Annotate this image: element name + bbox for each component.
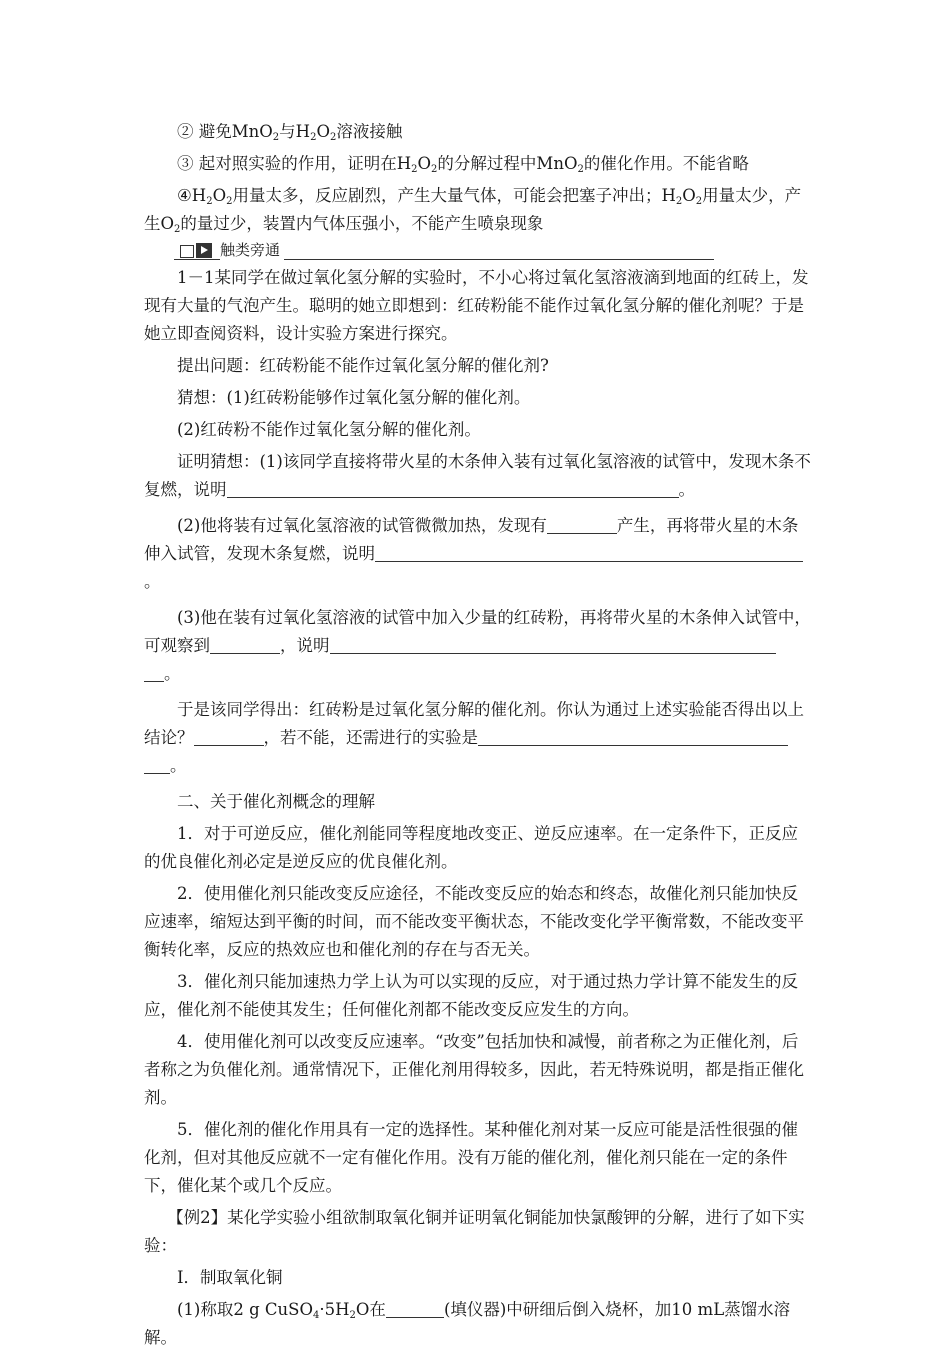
concept-item: 4．使用催化剂可以改变反应速率。“改变”包括加快和减慢，前者称之为正催化剂，后者称之为负催化剂。通常情况下，正催化剂用得较多，因此，若无特殊说明，都是指正催化剂。: [144, 1032, 804, 1107]
example-intro: 【例2】某化学实验小组欲制取氧化铜并证明氧化铜能加快氯酸钾的分解，进行了如下实验：: [144, 1208, 805, 1255]
document-body: [144, 118, 812, 1352]
exercise-guess-2: (2)红砖粉不能作过氧化氢分解的催化剂。: [177, 420, 481, 439]
exercise-guess-1: 猜想：(1)红砖粉能够作过氧化氢分解的催化剂。: [177, 388, 531, 407]
concept-item: 1．对于可逆反应，催化剂能同等程度地改变正、逆反应速率。在一定条件下，正反应的优良催化剂必定是逆反应的优良催化剂。: [144, 824, 798, 871]
answer-blank[interactable]: [386, 1301, 444, 1319]
answer-line-3: ③ 起对照实验的作用，证明在$H_2O_2$的分解过程中MnO$_2$的催化作用。不能省略: [177, 154, 749, 175]
answer-line-2: ② 避免MnO$_2$与$H_2O_2$溶液接触: [177, 122, 403, 143]
answer-blank[interactable]: [478, 729, 788, 747]
exercise-question: 提出问题：红砖粉能不能作过氧化氢分解的催化剂?: [177, 356, 549, 375]
answer-blank[interactable]: [547, 517, 617, 535]
example-part-1: Ⅰ．制取氧化铜: [177, 1268, 283, 1287]
proof-3: (3)他在装有过氧化氢溶液的试管中加入少量的红砖粉，再将带火星的木条伸入试管中，可观察到 ，说明 。: [144, 608, 811, 683]
answer-blank[interactable]: [144, 757, 170, 775]
banner-label: 触类旁通: [220, 240, 284, 260]
section-2-title: 二、关于催化剂概念的理解: [177, 792, 375, 811]
section-banner: [174, 240, 714, 264]
answer-blank[interactable]: [375, 545, 803, 563]
example-step-1: (1)称取2 g $CuSO_4\cdot 5H_2O$在 (填仪器)中研细后倒入烧杯，加10 mL蒸馏水溶解。: [144, 1300, 791, 1347]
answer-line-4: $④H_2O_2$用量太多，反应剧烈，产生大量气体，可能会把塞子冲出；$H_2O_2$用量太少，产生$O_2$的量过少，装置内气体压强小，不能产生喷泉现象: [144, 186, 802, 235]
proof-1: 证明猜想：(1)该同学直接将带火星的木条伸入装有过氧化氢溶液的试管中，发现木条不复燃，说明 。: [144, 452, 811, 499]
concept-item: 3．催化剂只能加速热力学上认为可以实现的反应，对于通过热力学计算不能发生的反应，催化剂不能使其发生；任何催化剂都不能改变反应发生的方向。: [144, 972, 798, 1019]
answer-blank[interactable]: [144, 665, 164, 683]
concept-item: 2．使用催化剂只能改变反应途径，不能改变反应的始态和终态，故催化剂只能加快反应速率，缩短达到平衡的时间，而不能改变平衡状态，不能改变化学平衡常数，不能改变平衡转化率，反应的热效应也和催化剂的存在与否无关。: [144, 884, 804, 959]
proof-2: (2)他将装有过氧化氢溶液的试管微微加热，发现有 产生，再将带火星的木条伸入试管，发现木条复燃，说明。: [144, 512, 812, 596]
exercise-intro: 1－1某同学在做过氧化氢分解的实验时，不小心将过氧化氢溶液滴到地面的红砖上，发现有大量的气泡产生。聪明的她立即想到：红砖粉能不能作过氧化氢分解的催化剂呢？于是她立即查阅资料，设计实验方案进行探究。: [144, 268, 809, 343]
answer-blank[interactable]: [330, 637, 776, 655]
square-icon: [180, 245, 194, 258]
concept-item: 5．催化剂的催化作用具有一定的选择性。某种催化剂对某一反应可能是活性很强的催化剂，但对其他反应就不一定有催化作用。没有万能的催化剂，催化剂只能在一定的条件下，催化某个或几个反应。: [144, 1120, 798, 1195]
exercise-conclusion: 于是该同学得出：红砖粉是过氧化氢分解的催化剂。你认为通过上述实验能否得出以上结论？ ，若不能，还需进行的实验是 。: [144, 700, 804, 775]
answer-blank[interactable]: [194, 729, 264, 747]
answer-blank[interactable]: [227, 481, 679, 499]
answer-blank[interactable]: [210, 637, 280, 655]
play-arrow-icon: [196, 243, 212, 258]
